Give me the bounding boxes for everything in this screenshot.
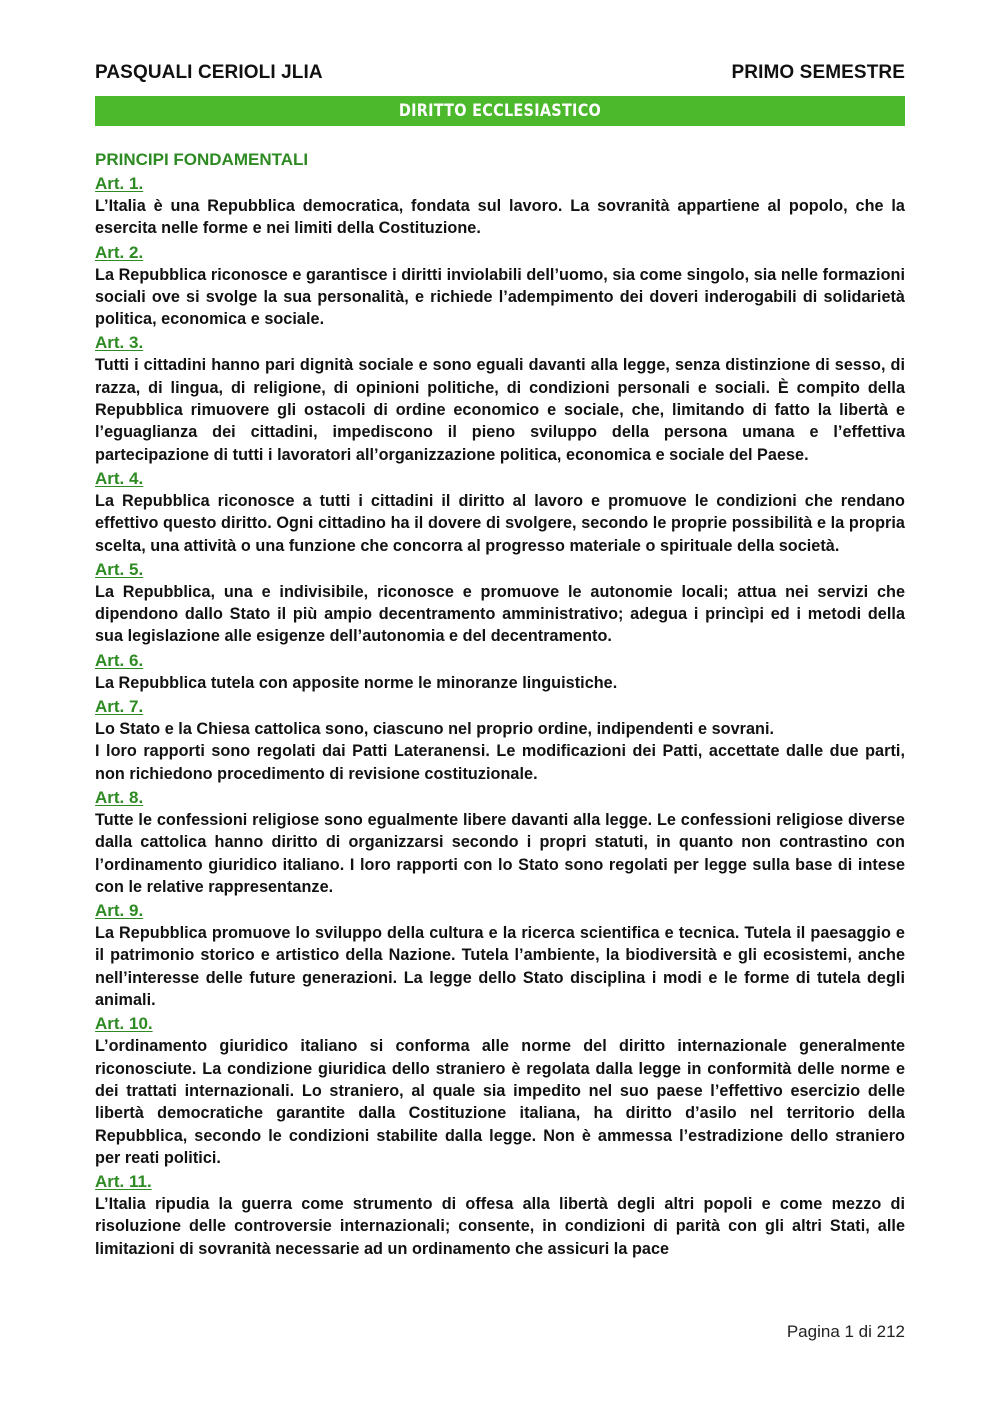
article-3: [95, 331, 905, 465]
article-text: I loro rapporti sono regolati dai Patti Lateranensi. Le modificazioni dei Patti, accettate dalle due parti, non richiedono procedimento di revisione costituzionale.: [95, 742, 905, 783]
article-heading-link[interactable]: Art. 1.: [95, 174, 144, 193]
article-6: [95, 649, 905, 694]
article-text: La Repubblica promuove lo sviluppo della cultura e la ricerca scientifica e tecnica. Tutela il paesaggio e il patrimonio storico e artistico della Nazione. Tutela l’ambiente, la biodiversità e gli ecosistemi, anche nell’interesse delle future generazioni. La legge dello Stato disciplina i modi e le forme di tutela degli animali.: [95, 924, 905, 1010]
article-4: [95, 467, 905, 557]
semester-label: PRIMO SEMESTRE: [731, 62, 905, 83]
article-text: L’Italia è una Repubblica democratica, fondata sul lavoro. La sovranità appartiene al popolo, che la esercita nelle forme e nei limiti della Costituzione.: [95, 197, 905, 238]
article-heading-link[interactable]: Art. 6.: [95, 650, 144, 670]
article-10: [95, 1012, 905, 1169]
document-body: [95, 149, 905, 1260]
article-7: [95, 695, 905, 785]
article-text: L’Italia ripudia la guerra come strumento di offesa alla libertà degli altri popoli e come mezzo di risoluzione delle controversie internazionali; consente, in condizioni di parità con gli altri Stati, alle limitazioni di sovranità necessarie ad un ordinamento che assicuri la pace: [95, 1195, 905, 1258]
article-text: L’ordinamento giuridico italiano si conforma alle norme del diritto internazionale generalmente riconosciute. La condizione giuridica dello straniero è regolata dalla legge in conformità delle norme e dei trattati internazionali. Lo straniero, al quale sia impedito nel suo paese l’effettivo esercizio delle libertà democratiche garantite dalla Costituzione italiana, ha diritto d’asilo nel territorio della Repubblica, secondo le condizioni stabilite dalla legge. Non è ammessa l’estradizione dello straniero per reati politici.: [95, 1037, 905, 1167]
subject-title: DIRITTO ECCLESIASTICO: [398, 101, 602, 121]
article-heading-link[interactable]: Art. 11.: [95, 1172, 152, 1192]
section-title: PRINCIPI FONDAMENTALI: [95, 150, 309, 169]
article-heading-link[interactable]: Art. 8.: [95, 787, 144, 807]
article-text: La Repubblica, una e indivisibile, riconosce e promuove le autonomie locali; attua nei servizi che dipendono dallo Stato il più ampio decentramento amministrativo; adegua i princìpi ed i metodi della sua legislazione alle esigenze dell’autonomia e del decentramento.: [95, 582, 905, 646]
article-text: Tutte le confessioni religiose sono egualmente libere davanti alla legge. Le confessioni religiose diverse dalla cattolica hanno diritto di organizzarsi secondo i propri statuti, in quanto non contrastino con l’ordinamento giuridico italiano. I loro rapporti con lo Stato sono regolati per legge sulla base di intese con le relative rappresentanze.: [95, 810, 905, 896]
article-heading-link[interactable]: Art. 10.: [95, 1014, 153, 1034]
article-5: [95, 558, 905, 648]
article-heading-link[interactable]: Art. 3.: [95, 333, 144, 353]
article-1: [95, 172, 905, 240]
article-heading-link[interactable]: Art. 5.: [95, 559, 144, 579]
article-8: [95, 786, 905, 898]
article-heading-link[interactable]: Art. 9.: [95, 901, 144, 921]
article-11: [95, 1170, 905, 1260]
article-heading-link[interactable]: Art. 2.: [95, 242, 144, 262]
article-heading-link[interactable]: Art. 7.: [95, 697, 144, 717]
article-9: [95, 899, 905, 1011]
article-heading-link[interactable]: Art. 4.: [95, 468, 144, 488]
article-text: Tutti i cittadini hanno pari dignità sociale e sono eguali davanti alla legge, senza distinzione di sesso, di razza, di lingua, di religione, di opinioni politiche, di condizioni personali e sociali. È compito della Repubblica rimuovere gli ostacoli di ordine economico e sociale, che, limitando di fatto la libertà e l’eguaglianza dei cittadini, impediscono il pieno sviluppo della persona umana e l’effettiva partecipazione di tutti i lavoratori all’organizzazione politica, economica e sociale del Paese.: [95, 356, 905, 464]
article-text: La Repubblica riconosce a tutti i cittadini il diritto al lavoro e promuove le condizioni che rendano effettivo questo diritto. Ogni cittadino ha il dovere di svolgere, secondo le proprie possibilità e la propria scelta, una attività o una funzione che concorra al progresso materiale o spirituale della società.: [95, 491, 905, 555]
article-2: [95, 241, 905, 331]
page-number: Pagina 1 di 212: [786, 1322, 905, 1341]
author-name: PASQUALI CERIOLI JLIA: [95, 62, 323, 83]
article-text: La Repubblica riconosce e garantisce i diritti inviolabili dell’uomo, sia come singolo, sia nelle formazioni sociali ove si svolge la sua personalità, e richiede l’adempimento dei doveri inderogabili di solidarietà politica, economica e sociale.: [95, 265, 905, 329]
article-text: La Repubblica tutela con apposite norme le minoranze linguistiche.: [95, 673, 618, 692]
article-text: Lo Stato e la Chiesa cattolica sono, ciascuno nel proprio ordine, indipendenti e sovrani.: [95, 720, 775, 739]
subject-banner: [95, 96, 905, 126]
page-header: [95, 61, 905, 85]
